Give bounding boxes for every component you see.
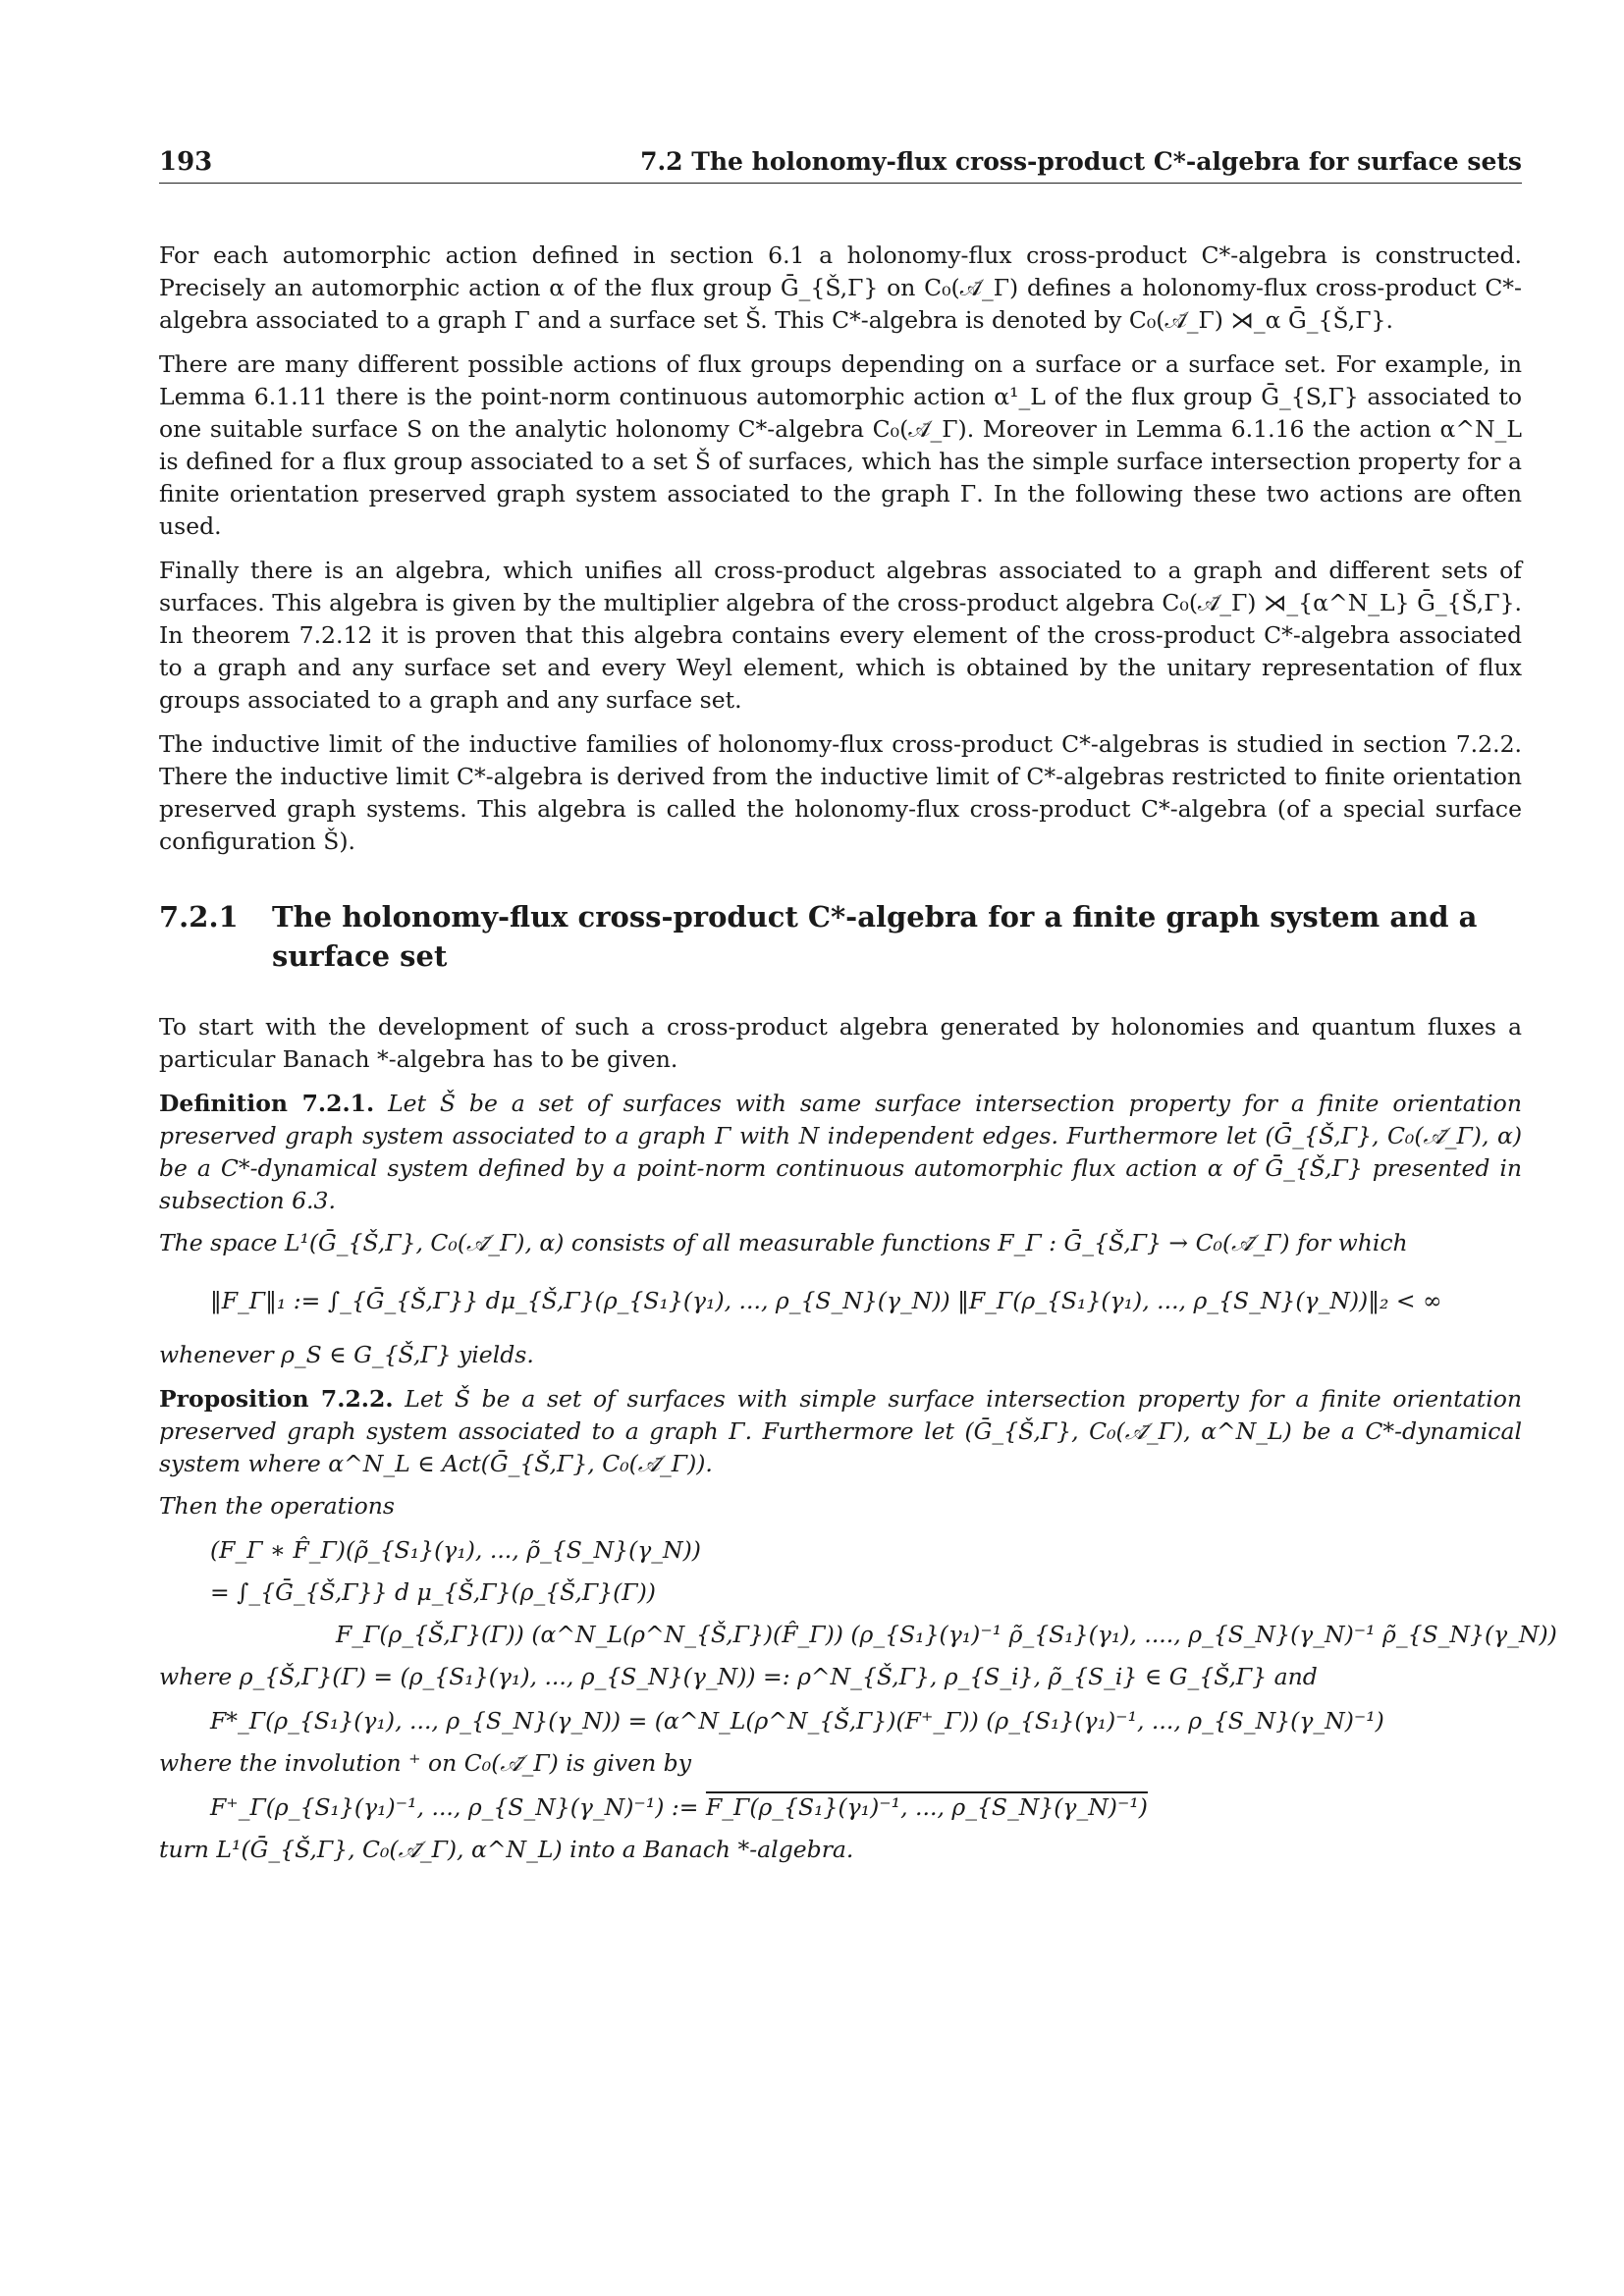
definition-whenever: whenever ρ_S ∈ G_{Š,Γ} yields. — [159, 1341, 534, 1368]
definition-label: Definition 7.2.1. — [159, 1090, 375, 1117]
section-paragraph-1: To start with the development of such a cross-product algebra generated by holonomies and quantum fluxes a particular Banach *-algebra has to be given. — [159, 1013, 1522, 1073]
page-body — [159, 240, 1557, 1878]
running-header — [159, 147, 1522, 184]
proposition-where-1: where ρ_{Š,Γ}(Γ) = (ρ_{S₁}(γ₁), ..., ρ_{S_N}(γ_N)) =: ρ^N_{Š,Γ}, ρ_{S_i}, ρ̃_{S_i} ∈ G_{Š,Γ} and — [159, 1663, 1318, 1690]
page — [159, 0, 1557, 2296]
definition-block — [159, 1088, 1522, 1217]
section-title: The holonomy-flux cross-product C*-algebra for a finite graph system and a surface set — [272, 900, 1478, 973]
proposition-text: Let Š be a set of surfaces with simple surface intersection property for a finite orientation preserved graph system associated to a graph Γ. Furthermore let (Ḡ_{Š,Γ}, C₀(𝒜̄_Γ), α^N_L) be a C*-dynamical system where α^N_L ∈ Act(Ḡ_{Š,Γ}, C₀(𝒜̄_Γ)). — [159, 1385, 1523, 1477]
proposition-then: Then the operations — [159, 1492, 395, 1520]
conjugation-lhs: F⁺_Γ(ρ_{S₁}(γ₁)⁻¹, ..., ρ_{S_N}(γ_N)⁻¹) := — [210, 1793, 706, 1821]
proposition-conclusion: turn L¹(Ḡ_{Š,Γ}, C₀(𝒜̄_Γ), α^N_L) into a Banach *-algebra. — [159, 1836, 854, 1863]
involution-equation: F*_Γ(ρ_{S₁}(γ₁), ..., ρ_{S_N}(γ_N)) = (α^N_L(ρ^N_{Š,Γ})(F⁺_Γ)) (ρ_{S₁}(γ₁)⁻¹, ..., ρ_{S_N}(γ_N)⁻¹) — [210, 1707, 1384, 1735]
intro-paragraph-4: The inductive limit of the inductive families of holonomy-flux cross-product C*-algebras is studied in section 7.2.2. There the inductive limit C*-algebra is derived from the inductive limit of C*-algebras restricted to finite orientation preserved graph systems. This algebra is called the holonomy-flux cross-product C*-algebra (of a special surface configuration Š). — [159, 730, 1522, 855]
conjugation-equation — [159, 1791, 1522, 1824]
section-heading — [159, 897, 1522, 976]
page-number: 193 — [159, 147, 213, 177]
convolution-eq-line-2: = ∫_{Ḡ_{Š,Γ}} d μ_{Š,Γ}(ρ_{Š,Γ}(Γ)) — [210, 1578, 656, 1606]
intro-paragraph-1: For each automorphic action defined in section 6.1 a holonomy-flux cross-product C*-algebra is constructed. Precisely an automorphic action α of the flux group Ḡ_{Š,Γ} on C₀(𝒜̄_Γ) defines a holonomy-flux cross-product C*-algebra associated to a graph Γ and a surface set Š. This C*-algebra is denoted by C₀(𝒜̄_Γ) ⋊_α Ḡ_{Š,Γ}. — [159, 241, 1522, 334]
intro-paragraph-3: Finally there is an algebra, which unifies all cross-product algebras associated to a graph and different sets of surfaces. This algebra is given by the multiplier algebra of the cross-product algebra C₀(𝒜̄_Γ) ⋊_{α^N_L} Ḡ_{Š,Γ}. In theorem 7.2.12 it is proven that this algebra contains every element of the cross-product C*-algebra associated to a graph and any surface set and every Weyl element, which is obtained by the unitary representation of flux groups associated to a graph and any surface set. — [159, 557, 1522, 714]
definition-text: Let Š be a set of surfaces with same surface intersection property for a finite orientation preserved graph system associated to a graph Γ with N independent edges. Furthermore let (Ḡ_{Š,Γ}, C₀(𝒜̄_Γ), α) be a C*-dynamical system defined by a point-norm continuous automorphic flux action α of Ḡ_{Š,Γ} presented in subsection 6.3. — [159, 1090, 1522, 1214]
proposition-block — [159, 1383, 1522, 1480]
convolution-eq-line-3: F_Γ(ρ_{Š,Γ}(Γ)) (α^N_L(ρ^N_{Š,Γ})(F̂_Γ)) (ρ_{S₁}(γ₁)⁻¹ ρ̃_{S₁}(γ₁), ...., ρ_{S_N}(γ_N)⁻¹ ρ̃_{S_N}(γ_N)) — [336, 1621, 1557, 1648]
proposition-label: Proposition 7.2.2. — [159, 1385, 394, 1413]
convolution-eq-line-1: (F_Γ ∗ F̂_Γ)(ρ̃_{S₁}(γ₁), ..., ρ̃_{S_N}(γ_N)) — [210, 1536, 701, 1564]
running-title: 7.2 The holonomy-flux cross-product C*-algebra for surface sets — [640, 147, 1522, 176]
conjugation-rhs: F_Γ(ρ_{S₁}(γ₁)⁻¹, ..., ρ_{S_N}(γ_N)⁻¹) — [705, 1793, 1148, 1821]
intro-paragraph-2: There are many different possible actions of flux groups depending on a surface or a surface set. For example, in Lemma 6.1.11 there is the point-norm continuous automorphic action α¹_L of the flux group Ḡ_{S,Γ} associated to one suitable surface S on the analytic holonomy C*-algebra C₀(𝒜̄_Γ). Moreover in Lemma 6.1.16 the action α^N_L is defined for a flux group associated to a set Š of surfaces, which has the simple surface intersection property for a finite orientation preserved graph system associated to the graph Γ. In the following these two actions are often used. — [159, 350, 1522, 540]
section-number: 7.2.1 — [159, 900, 239, 934]
definition-space: The space L¹(Ḡ_{Š,Γ}, C₀(𝒜̄_Γ), α) consists of all measurable functions F_Γ : Ḡ_{Š,Γ} → C₀(𝒜̄_Γ) for which — [159, 1229, 1408, 1256]
norm-equation: ‖F_Γ‖₁ := ∫_{Ḡ_{Š,Γ}} dμ_{Š,Γ}(ρ_{S₁}(γ₁), ..., ρ_{S_N}(γ_N)) ‖F_Γ(ρ_{S₁}(γ₁), ..., ρ_{S_N}(γ_N))‖₂ < ∞ — [210, 1287, 1442, 1314]
proposition-where-2: where the involution ⁺ on C₀(𝒜̄_Γ) is given by — [159, 1749, 691, 1777]
